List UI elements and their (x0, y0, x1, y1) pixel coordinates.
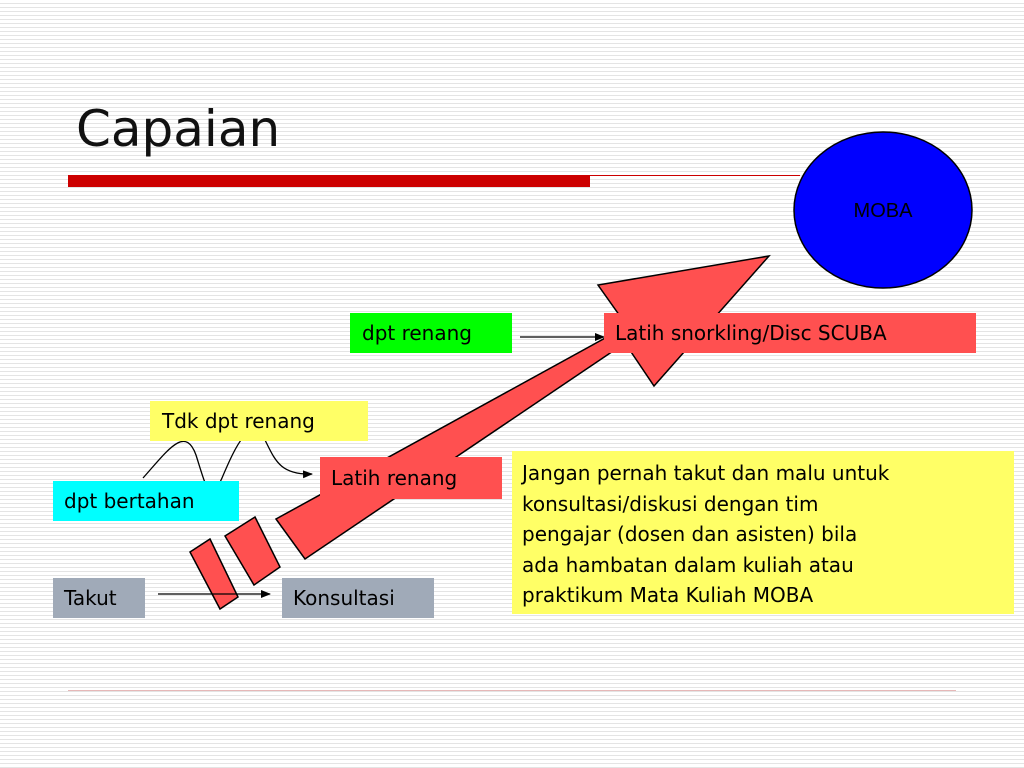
box-afraid: Takut (53, 578, 145, 618)
box-snorkel-training: Latih snorkling/Disc SCUBA (604, 313, 976, 353)
goal-label: MOBA (853, 200, 913, 222)
note-line: Jangan pernah takut dan malu untuk (522, 461, 890, 485)
arrow-tail-segment-2 (190, 539, 238, 609)
advice-note (512, 451, 1014, 614)
box-can-survive: dpt bertahan (53, 481, 239, 521)
box-cannot-swim: Tdk dpt renang (150, 401, 368, 441)
box-consult: Konsultasi (282, 578, 434, 618)
note-line: ada hambatan dalam kuliah atau (522, 552, 854, 577)
slide-title: Capaian (76, 100, 281, 158)
note-line: praktikum Mata Kuliah MOBA (522, 583, 814, 607)
arrow-tail-segment-1 (225, 517, 280, 585)
box-swim-training: Latih renang (320, 457, 502, 499)
note-line: pengajar (dosen dan asisten) bila (522, 522, 858, 546)
box-can-swim: dpt renang (350, 313, 512, 353)
note-line: konsultasi/diskusi dengan tim (522, 491, 819, 516)
